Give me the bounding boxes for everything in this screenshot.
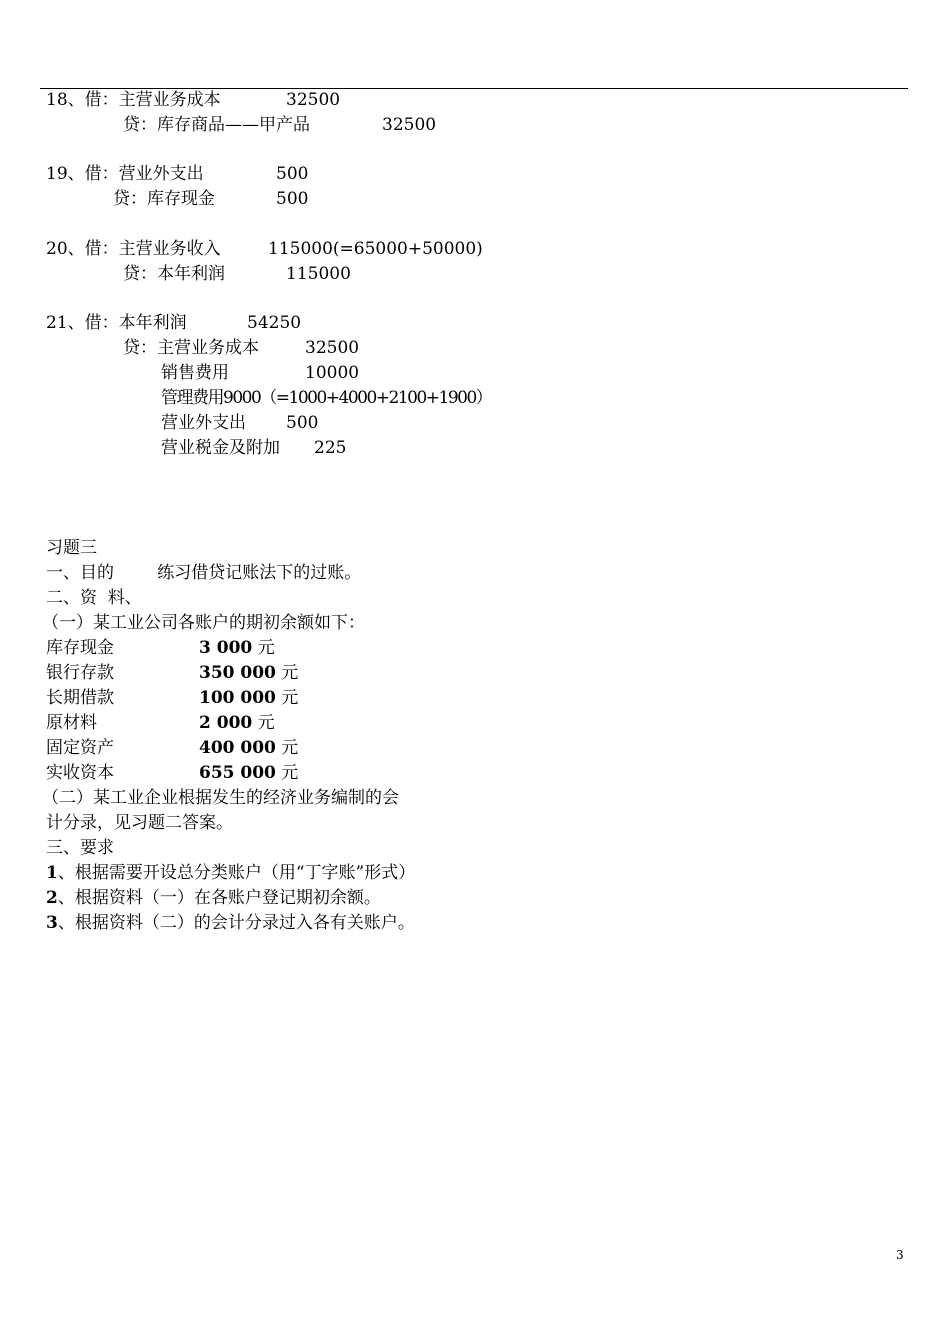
entry-19-credit-amount: 500 bbox=[276, 189, 309, 209]
entry-21-credit-line-4: 营业外支出 bbox=[161, 413, 246, 433]
entry-20-credit-amount: 115000 bbox=[286, 264, 351, 284]
material-heading: 二、资 料、 bbox=[46, 588, 142, 608]
balance-amount: 655 000 bbox=[199, 763, 276, 783]
requirement-number: 2 bbox=[46, 888, 58, 908]
entry-20-debit-amount: 115000(=65000+50000) bbox=[268, 239, 483, 259]
entry-21-credit-line-5: 营业税金及附加 bbox=[161, 438, 280, 458]
balance-amount-row bbox=[199, 761, 298, 786]
balance-amount: 2 000 bbox=[199, 713, 253, 733]
entry-18-debit: 18、借：主营业务成本 bbox=[46, 90, 221, 110]
page-number: 3 bbox=[896, 1248, 904, 1262]
balance-amount: 350 000 bbox=[199, 663, 276, 683]
entry-19-debit: 19、借：营业外支出 bbox=[46, 164, 204, 184]
entry-18-credit-amount: 32500 bbox=[382, 115, 437, 135]
entry-21-credit-line-2-amount: 10000 bbox=[305, 363, 360, 383]
entry-21-debit-amount: 54250 bbox=[247, 313, 302, 333]
entry-21-credit-amount: 32500 bbox=[305, 338, 360, 358]
balance-unit: 元 bbox=[281, 738, 299, 758]
balance-amount-row bbox=[199, 711, 275, 736]
balance-amount-row bbox=[199, 686, 298, 711]
balance-amount: 400 000 bbox=[199, 738, 276, 758]
balance-amount: 3 000 bbox=[199, 638, 253, 658]
balance-amount-row bbox=[199, 736, 298, 761]
entry-18-credit: 贷：库存商品——甲产品 bbox=[123, 115, 310, 135]
entry-19-credit: 贷：库存现金 bbox=[113, 189, 215, 209]
exercise-purpose: 一、目的 练习借贷记账法下的过账。 bbox=[46, 563, 362, 583]
entry-21-credit-line-2: 销售费用 bbox=[161, 363, 229, 383]
balance-account: 固定资产 bbox=[46, 738, 114, 758]
entry-21-credit: 贷：主营业务成本 bbox=[123, 338, 259, 358]
balance-unit: 元 bbox=[281, 663, 299, 683]
entry-20-credit: 贷：本年利润 bbox=[123, 264, 225, 284]
balance-amount: 100 000 bbox=[199, 688, 276, 708]
entry-21-debit: 21、借：本年利润 bbox=[46, 313, 187, 333]
balance-account: 长期借款 bbox=[46, 688, 114, 708]
requirement-text: 、根据需要开设总分类账户（用“丁字账”形式） bbox=[57, 863, 416, 883]
entry-18-debit-amount: 32500 bbox=[286, 90, 341, 110]
exercise-title: 习题三 bbox=[46, 538, 97, 558]
material-subheading-2-cont: 计分录，见习题二答案。 bbox=[46, 813, 233, 833]
material-subheading-1: （一）某工业公司各账户的期初余额如下： bbox=[42, 613, 365, 633]
balance-account: 实收资本 bbox=[46, 763, 114, 783]
entry-21-credit-line-5-amount: 225 bbox=[314, 438, 347, 458]
balance-amount-row bbox=[199, 636, 275, 661]
requirement-item bbox=[46, 861, 415, 886]
balance-amount-row bbox=[199, 661, 298, 686]
balance-account: 库存现金 bbox=[46, 638, 114, 658]
material-subheading-2: （二）某工业企业根据发生的经济业务编制的会 bbox=[42, 788, 399, 808]
balance-unit: 元 bbox=[257, 713, 275, 733]
entry-20-debit: 20、借：主营业务收入 bbox=[46, 239, 221, 259]
entry-21-credit-line-3: 管理费用9000（=1000+4000+2100+1900） bbox=[161, 388, 492, 408]
requirements-heading: 三、要求 bbox=[46, 838, 114, 858]
balance-unit: 元 bbox=[281, 688, 299, 708]
entry-19-debit-amount: 500 bbox=[276, 164, 309, 184]
balance-unit: 元 bbox=[257, 638, 275, 658]
requirement-item bbox=[46, 911, 415, 936]
entry-21-credit-line-4-amount: 500 bbox=[286, 413, 319, 433]
balance-account: 原材料 bbox=[46, 713, 97, 733]
requirement-number: 1 bbox=[46, 863, 58, 883]
requirement-item bbox=[46, 886, 381, 911]
requirement-number: 3 bbox=[46, 913, 58, 933]
requirement-text: 、根据资料（一）在各账户登记期初余额。 bbox=[57, 888, 381, 908]
requirement-text: 、根据资料（二）的会计分录过入各有关账户。 bbox=[57, 913, 415, 933]
balance-account: 银行存款 bbox=[46, 663, 114, 683]
balance-unit: 元 bbox=[281, 763, 299, 783]
